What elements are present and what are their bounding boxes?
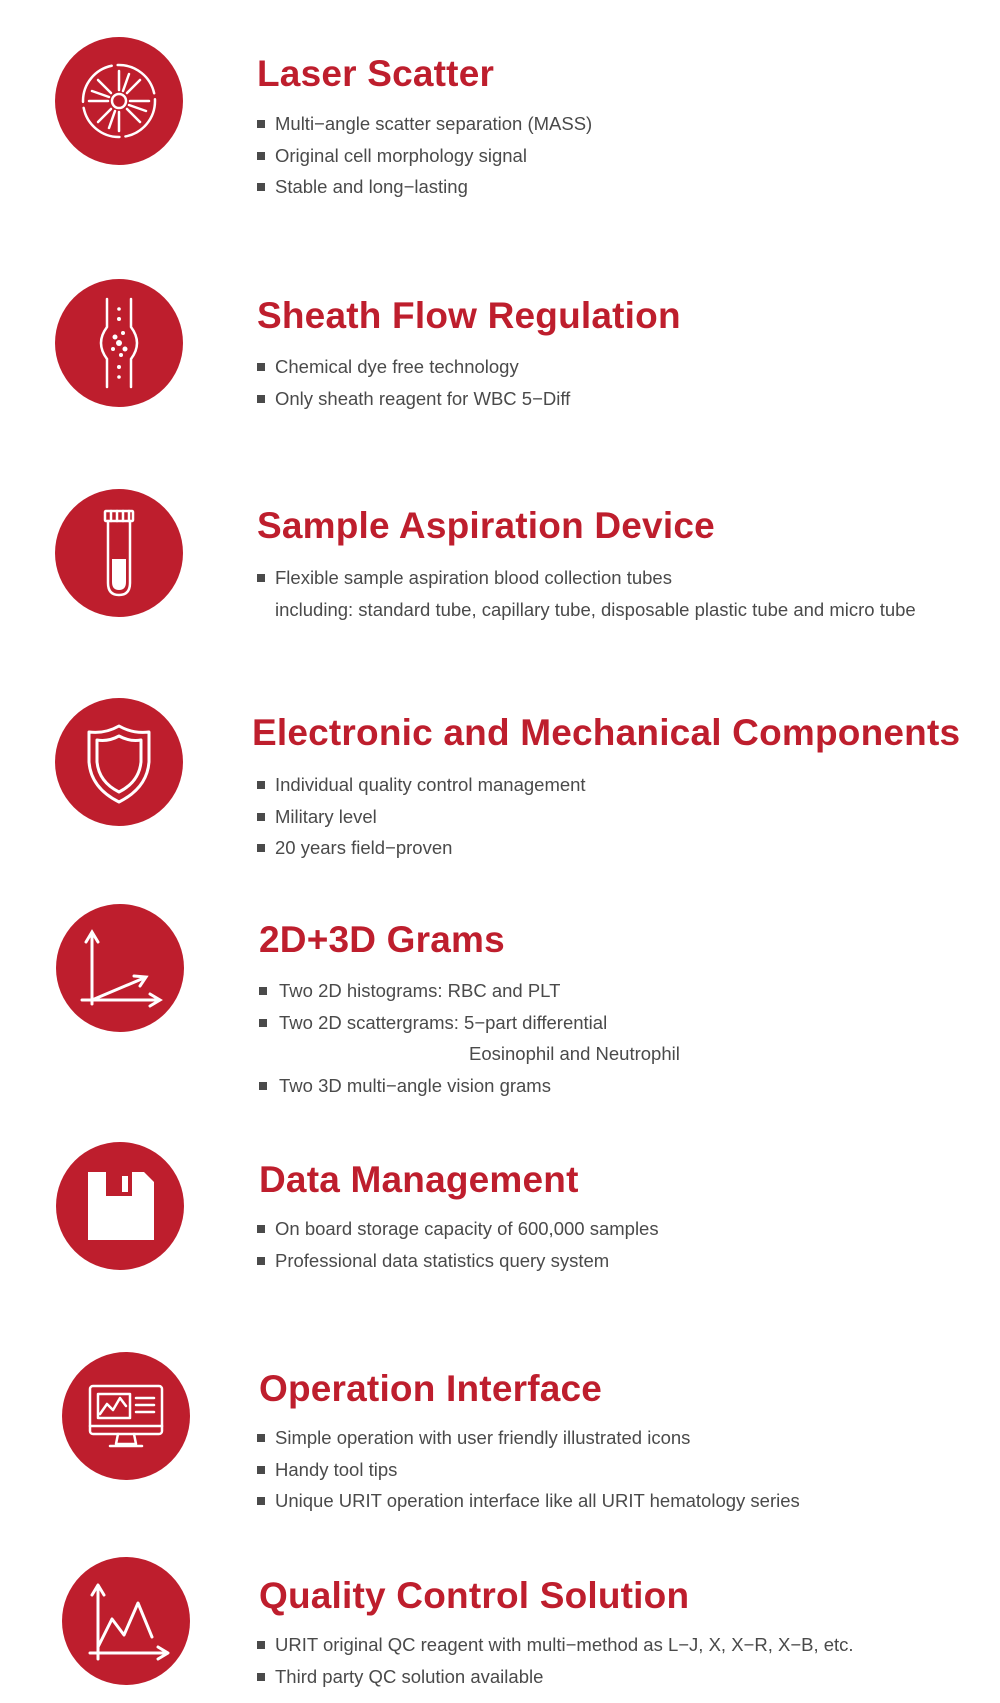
line-chart-icon: [62, 1557, 190, 1685]
bullet-item: Two 3D multi−angle vision grams: [259, 1070, 680, 1102]
monitor-icon: [62, 1352, 190, 1480]
feature-title: Electronic and Mechanical Components: [252, 712, 961, 753]
feature-title: Quality Control Solution: [259, 1575, 690, 1616]
bullet-item: Third party QC solution available: [257, 1661, 854, 1693]
feature-bullets: [257, 769, 586, 864]
feature-bullets: [257, 108, 592, 203]
bullet-item: 20 years field−proven: [257, 832, 586, 864]
test-tube-icon: [55, 489, 183, 617]
feature-title: 2D+3D Grams: [259, 919, 505, 960]
bullet-item: Unique URIT operation interface like all URIT hematology series: [257, 1485, 800, 1517]
feature-bullets: [257, 1213, 659, 1276]
bullet-item: Handy tool tips: [257, 1454, 800, 1486]
feature-bullets: [257, 562, 916, 625]
bullet-item: Original cell morphology signal: [257, 140, 592, 172]
bullet-item: Two 2D scattergrams: 5−part differential: [259, 1007, 680, 1039]
bullet-item: Military level: [257, 801, 586, 833]
bullet-item: URIT original QC reagent with multi−method as L−J, X, X−R, X−B, etc.: [257, 1629, 854, 1661]
bullet-item: Stable and long−lasting: [257, 171, 592, 203]
bullet-item: Two 2D histograms: RBC and PLT: [259, 975, 680, 1007]
sheath-flow-icon: [55, 279, 183, 407]
floppy-disk-icon: [56, 1142, 184, 1270]
bullet-item: On board storage capacity of 600,000 samples: [257, 1213, 659, 1245]
axes-icon: [56, 904, 184, 1032]
feature-title: Operation Interface: [259, 1368, 603, 1409]
feature-bullets: [257, 1629, 854, 1692]
bullet-item: Simple operation with user friendly illustrated icons: [257, 1422, 800, 1454]
laser-scatter-icon: [55, 37, 183, 165]
shield-icon: [55, 698, 183, 826]
feature-bullets: [257, 351, 570, 414]
feature-title: Data Management: [259, 1159, 579, 1200]
feature-bullets: [259, 975, 680, 1101]
bullet-item: Multi−angle scatter separation (MASS): [257, 108, 592, 140]
feature-title: Sheath Flow Regulation: [257, 295, 681, 336]
bullet-item: Flexible sample aspiration blood collection tubes: [257, 562, 916, 594]
bullet-continuation: including: standard tube, capillary tube, disposable plastic tube and micro tube: [275, 598, 916, 620]
bullet-item: Professional data statistics query system: [257, 1245, 659, 1277]
bullet-item: Individual quality control management: [257, 769, 586, 801]
bullet-item: Only sheath reagent for WBC 5−Diff: [257, 383, 570, 415]
feature-title: Sample Aspiration Device: [257, 505, 715, 546]
bullet-item: Chemical dye free technology: [257, 351, 570, 383]
bullet-continuation: Eosinophil and Neutrophil: [469, 1043, 680, 1064]
feature-title: Laser Scatter: [257, 53, 495, 94]
feature-bullets: [257, 1422, 800, 1517]
